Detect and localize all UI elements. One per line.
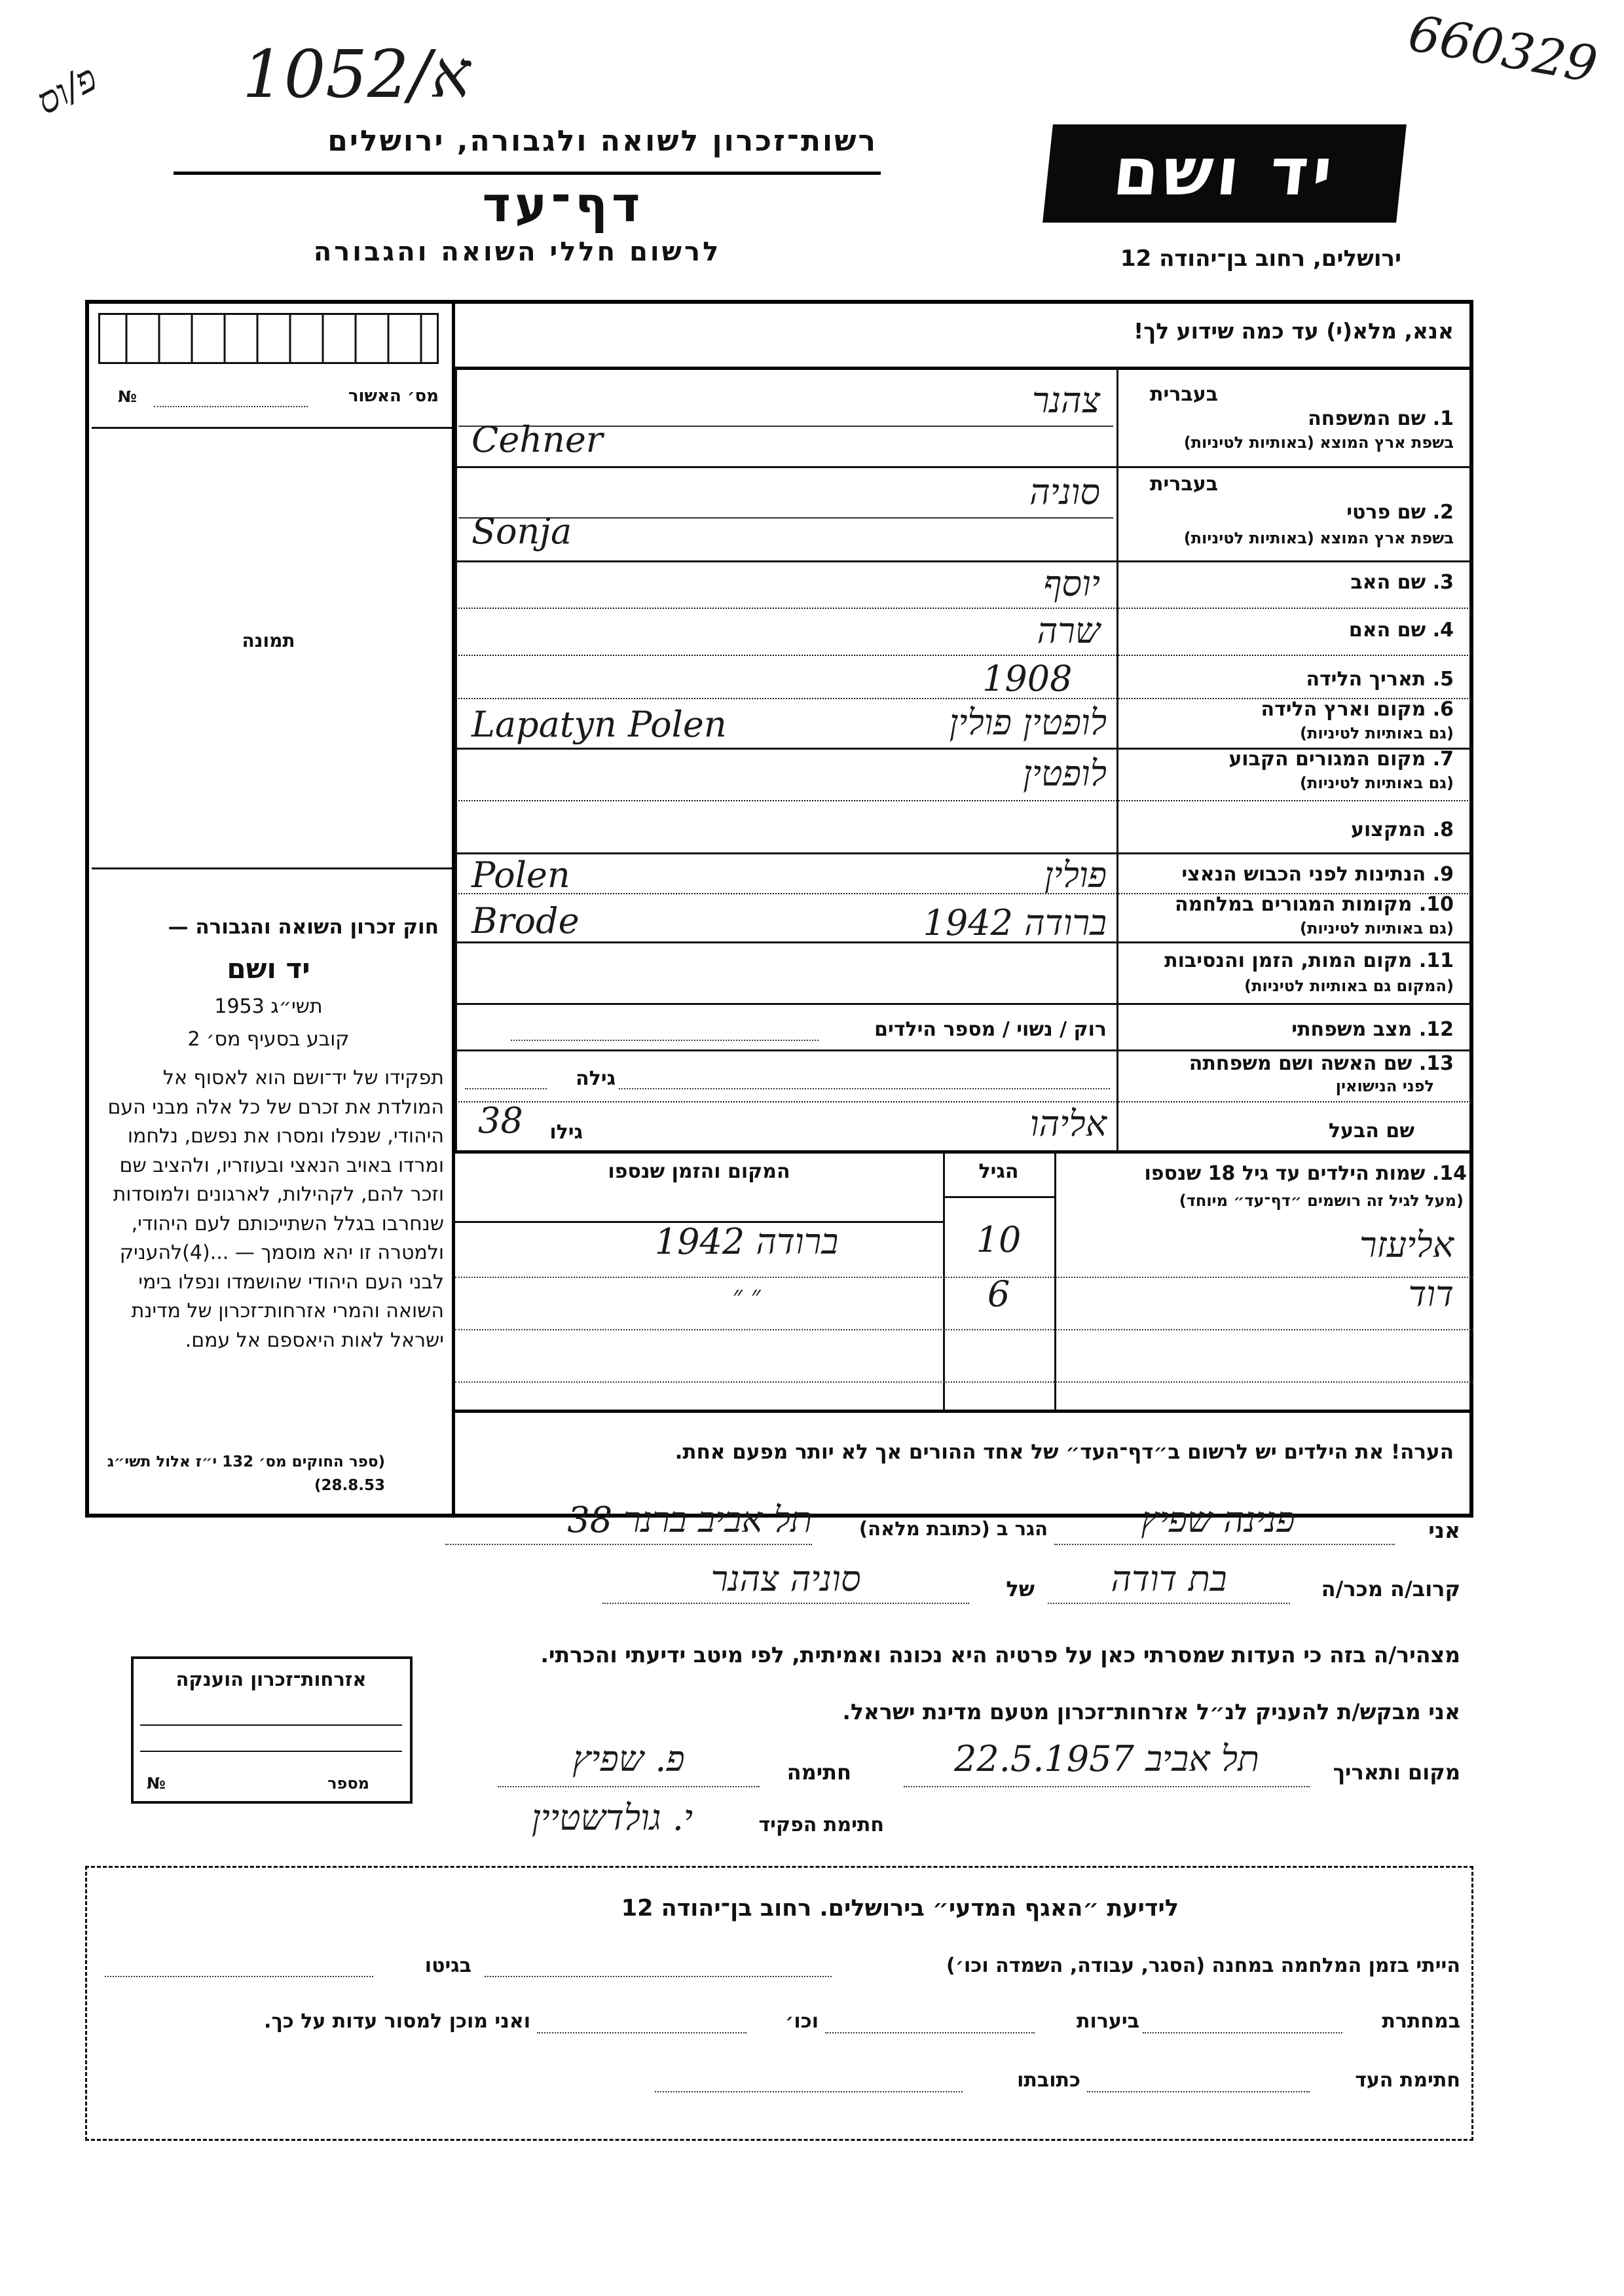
child-age: 10: [976, 1219, 1022, 1260]
footer-underground-line: [1143, 2032, 1342, 2033]
row7-rule: [455, 800, 1473, 801]
declaration-i-name: פנינה שפיץ: [1141, 1499, 1295, 1540]
child-name: אליעזר: [1359, 1224, 1454, 1266]
f10-hebrew-value: ברודה 1942: [923, 902, 1107, 943]
f2-hebrew-label: בעברית: [1150, 473, 1218, 496]
footer-camp-text: הייתי בזמן המלחמה במחנה (הסגר, עבודה, השמדה וכו׳): [946, 1954, 1460, 1977]
children-age-header: הגיל: [978, 1160, 1019, 1183]
signature-value: פ. שפיץ: [572, 1738, 685, 1779]
declaration-resides-label: הגר ב (כתובת מלאה): [858, 1518, 1048, 1540]
cert-box-grid: [98, 313, 439, 364]
f11-label: 11. מקום המות, הזמן והנסיבות: [1164, 949, 1454, 972]
f13-label: 13. שם האשה ושם משפחתה: [1189, 1052, 1454, 1075]
row10-rule: [455, 941, 1473, 943]
declaration-relation-line: [1048, 1603, 1290, 1604]
f13-age-line: [465, 1088, 547, 1089]
row1-rule: [455, 466, 1473, 468]
footer-witness-sig-line: [1087, 2091, 1310, 2092]
footer-etc-label: וכו׳: [785, 2010, 819, 2033]
f9-hebrew-value: פולין: [1044, 854, 1107, 896]
place-date-line: [904, 1786, 1310, 1787]
f4-label: 4. שם האם: [1348, 619, 1454, 642]
children-place-header: המקום והזמן שנספו: [608, 1160, 790, 1183]
declaration-i-line: [1054, 1544, 1395, 1545]
f10-label: 10. מקומות המגורים במלחמה: [1175, 893, 1454, 916]
declaration-of-line: [602, 1603, 969, 1604]
f13-sub: לפני הנישואין: [1335, 1077, 1434, 1095]
f8-label: 8. המקצוע: [1351, 818, 1454, 841]
declaration-request: אני מבקש/ת להעניק לנ״ל אזרחות־זכרון מטעם מדינת ישראל.: [842, 1699, 1460, 1724]
footer-underground-label: במחתרת: [1382, 2010, 1460, 2033]
declaration-relative-label: קרוב/ה מכר/ה: [1321, 1576, 1460, 1601]
children-col-divider-1: [943, 1150, 945, 1411]
org-line: רשות־זכרון לשואה ולגבורה, ירושלים: [327, 124, 877, 158]
footer-ready-text: ואני מוכן למסור עדות על כך.: [264, 2010, 530, 2033]
citizenship-box-mark: №: [147, 1774, 166, 1793]
child-place: ברודה 1942: [654, 1221, 839, 1262]
f3-value: יוסף: [1043, 563, 1100, 604]
f13-age-label: גילה: [576, 1067, 616, 1090]
row11-rule: [455, 1003, 1473, 1005]
header-address: ירושלים, רחוב בן־יהודה 12: [1120, 246, 1401, 272]
children-sub: (מעל לגיל זה רושמים ״דף־עד״ מיוחד): [1179, 1192, 1464, 1210]
label-divider: [1116, 368, 1118, 1152]
place-date-label: מקום ותאריך: [1333, 1760, 1460, 1785]
f11-sub: (המקום גם באותיות לטיניות): [1244, 977, 1454, 995]
children-header-rule: [943, 1196, 1054, 1198]
husband-label: שם הבעל: [1328, 1120, 1414, 1142]
footer-forest-label: ביערות: [1077, 2010, 1139, 2033]
law-text: תפקידו של יד־ושם הוא לאסוף אל המולדת את זכרם של כל אלה מבני העם היהודי, שנפלו ומסרו את נפשם, נלחמו ומרדו באויב הנאצי ובעוזריו, ולהציב שם וזכר להם, לקהילות, לארגונים ולמוסדות שנחרבו בגלל השתייכותם לעם היהודי, ולמטרה זו יהא מוסמך — ...(4)להעניק לבני העם היהודי שהושמדו ונפלו בימי השואה והמרי אזרחות־זכרון של מדינת ישראל לאות היאספם אל עמם.: [107, 1066, 444, 1352]
declaration-address-line: [445, 1544, 812, 1545]
f6-sub: (גם באותיות לטיניות): [1300, 724, 1454, 742]
photo-label: תמונה: [242, 630, 295, 651]
children-bottom-rule: [452, 1410, 1473, 1413]
law-year: תשי״ג 1953: [214, 995, 323, 1018]
f5-value: 1908: [982, 658, 1073, 699]
row13-rule: [455, 1101, 1473, 1102]
f13-wife-line: [619, 1088, 1110, 1089]
f5-label: 5. תאריך הלידה: [1306, 668, 1454, 691]
row3-rule: [455, 608, 1473, 609]
f12-label: 12. מצב משפחתי: [1291, 1018, 1454, 1041]
row4-rule: [455, 655, 1473, 656]
f9-latin-value: Polen: [471, 854, 570, 896]
husband-rule: [452, 1150, 1473, 1154]
law-section: קובע בסעיף מס׳ 2: [187, 1028, 350, 1051]
citizenship-box: [131, 1656, 413, 1804]
declaration-of-value: סוניה צהנר: [710, 1558, 861, 1599]
declaration-relation: בת דודה: [1111, 1558, 1227, 1599]
law-reference: (ספר החוקים מס׳ 132 י״ז אלול תשי״ג 28.8.53): [107, 1453, 385, 1494]
f6-label: 6. מקום וארץ הלידה: [1261, 698, 1454, 721]
top-right-number: 660329: [1404, 3, 1602, 94]
footer-address-label: כתובתו: [1017, 2069, 1080, 2092]
f6-hebrew-value: לופטין פולין: [949, 702, 1107, 743]
footer-etc-line: [537, 2032, 747, 2033]
cert-number-mark: №: [118, 388, 137, 406]
f10-sub: (גם באותיות לטיניות): [1300, 919, 1454, 938]
yad-vashem-logo: [1043, 124, 1407, 223]
place-date-value: תל אביב 22.5.1957: [954, 1738, 1259, 1779]
husband-value: אליהו: [1029, 1103, 1107, 1144]
row12-rule: [455, 1049, 1473, 1051]
declaration-of-label: של: [1006, 1576, 1035, 1601]
signature-line: [498, 1786, 760, 1787]
footer-ghetto-label: בגיטו: [424, 1954, 471, 1977]
citizenship-box-number: מספר: [327, 1774, 369, 1793]
sidebar-rule-1: [92, 427, 452, 429]
footer-address-line: [655, 2091, 963, 2092]
row2-rule: [455, 560, 1473, 562]
declaration-statement: מצהיר/ה בזה כי העדות שמסרתי כאן על פרטיה היא נכונה ואמיתית, לפי מיטב ידיעתי והכרתי.: [540, 1642, 1460, 1667]
intro-text: אנא, מלא(י) עד כמה שידוע לך!: [1134, 318, 1454, 344]
f3-label: 3. שם האב: [1350, 571, 1454, 594]
f12-line: [511, 1040, 819, 1041]
f6-latin-value: Lapatyn Polen: [471, 704, 727, 745]
children-row-line-2: [455, 1329, 1473, 1330]
declaration-address: תל אביב ברנר 38: [567, 1499, 812, 1540]
sidebar-rule-2: [92, 867, 452, 869]
f1-label: 1. שם המשפחה: [1308, 407, 1454, 430]
child-name: דוד: [1408, 1273, 1454, 1315]
children-col-divider-2: [1054, 1150, 1056, 1411]
f2-hebrew-value: סוניה: [1029, 471, 1100, 513]
f1-hebrew-value: צהנר: [1031, 380, 1100, 421]
citizenship-box-line-2: [140, 1751, 402, 1752]
children-row-line-3: [455, 1381, 1473, 1383]
husband-age-label: גילו: [549, 1121, 583, 1144]
org-underline: [174, 172, 881, 175]
child-age: 6: [987, 1273, 1010, 1315]
law-title: חוק זכרון השואה והגבורה —: [168, 915, 439, 939]
top-left-stamp: פ/וס: [29, 56, 105, 124]
f10-latin-value: Brode: [471, 900, 580, 941]
file-number: 1052/א: [242, 36, 471, 113]
f1-hebrew-label: בעברית: [1150, 383, 1218, 406]
f2-latin-value: Sonja: [471, 511, 572, 552]
f2-sub: בשפת ארץ המוצא (באותיות לטיניות): [1183, 529, 1454, 547]
f1-sub: בשפת ארץ המוצא (באותיות לטיניות): [1183, 433, 1454, 452]
f7-sub: (גם באותיות לטיניות): [1300, 774, 1454, 792]
husband-age-value: 38: [478, 1100, 523, 1141]
footer-forest-line: [825, 2032, 1035, 2033]
value-left-edge: [455, 368, 457, 1152]
citizenship-box-line-1: [140, 1724, 402, 1726]
f12-options: רוק / נשוי / מספר הילדים: [874, 1018, 1107, 1041]
f7-label: 7. מקום המגורים הקבוע: [1228, 748, 1454, 771]
f1-latin-value: Cehner: [471, 419, 603, 460]
form-title: דף־עד: [482, 177, 644, 233]
footer-camp-line: [485, 1976, 832, 1977]
f9-label: 9. הנתינות לפני הכבוש הנאצי: [1181, 863, 1454, 886]
f2-label: 2. שם פרטי: [1346, 501, 1454, 524]
footer-ghetto-line: [105, 1976, 373, 1977]
footer-title: לידיעת ״האגף המדעי״ בירושלים. רחוב בן־יהודה 12: [621, 1895, 1179, 1922]
law-name: יד ושם: [227, 953, 310, 985]
child-place: ״ ״: [732, 1281, 761, 1311]
citizenship-box-title: אזרחות־זכרון הוענקה: [175, 1668, 367, 1690]
children-label: 14. שמות הילדים עד גיל 18 שנספו: [1144, 1162, 1467, 1185]
f7-value: לופטין: [1023, 753, 1107, 794]
intro-rule: [452, 367, 1473, 370]
cert-number-label: מס׳ האשור: [348, 386, 439, 406]
f4-value: שרה: [1037, 610, 1100, 651]
logo-text: יד ושם: [1109, 134, 1340, 210]
cert-number-line: [154, 406, 308, 407]
footer-witness-sig-label: חתימת העד: [1355, 2069, 1460, 2092]
clerk-value: י. גולדשטיין: [531, 1797, 693, 1838]
signature-label: חתימה: [786, 1760, 851, 1785]
declaration-i-label: אני: [1428, 1518, 1460, 1543]
clerk-label: חתימת הפקיד: [758, 1813, 884, 1836]
form-subtitle: לרשום חללי השואה והגבורה: [313, 237, 722, 267]
remark-text: הערה! את הילדים יש לרשום ב״דף־העד״ של אחד ההורים אך לא יותר מפעם אחת.: [674, 1440, 1454, 1464]
